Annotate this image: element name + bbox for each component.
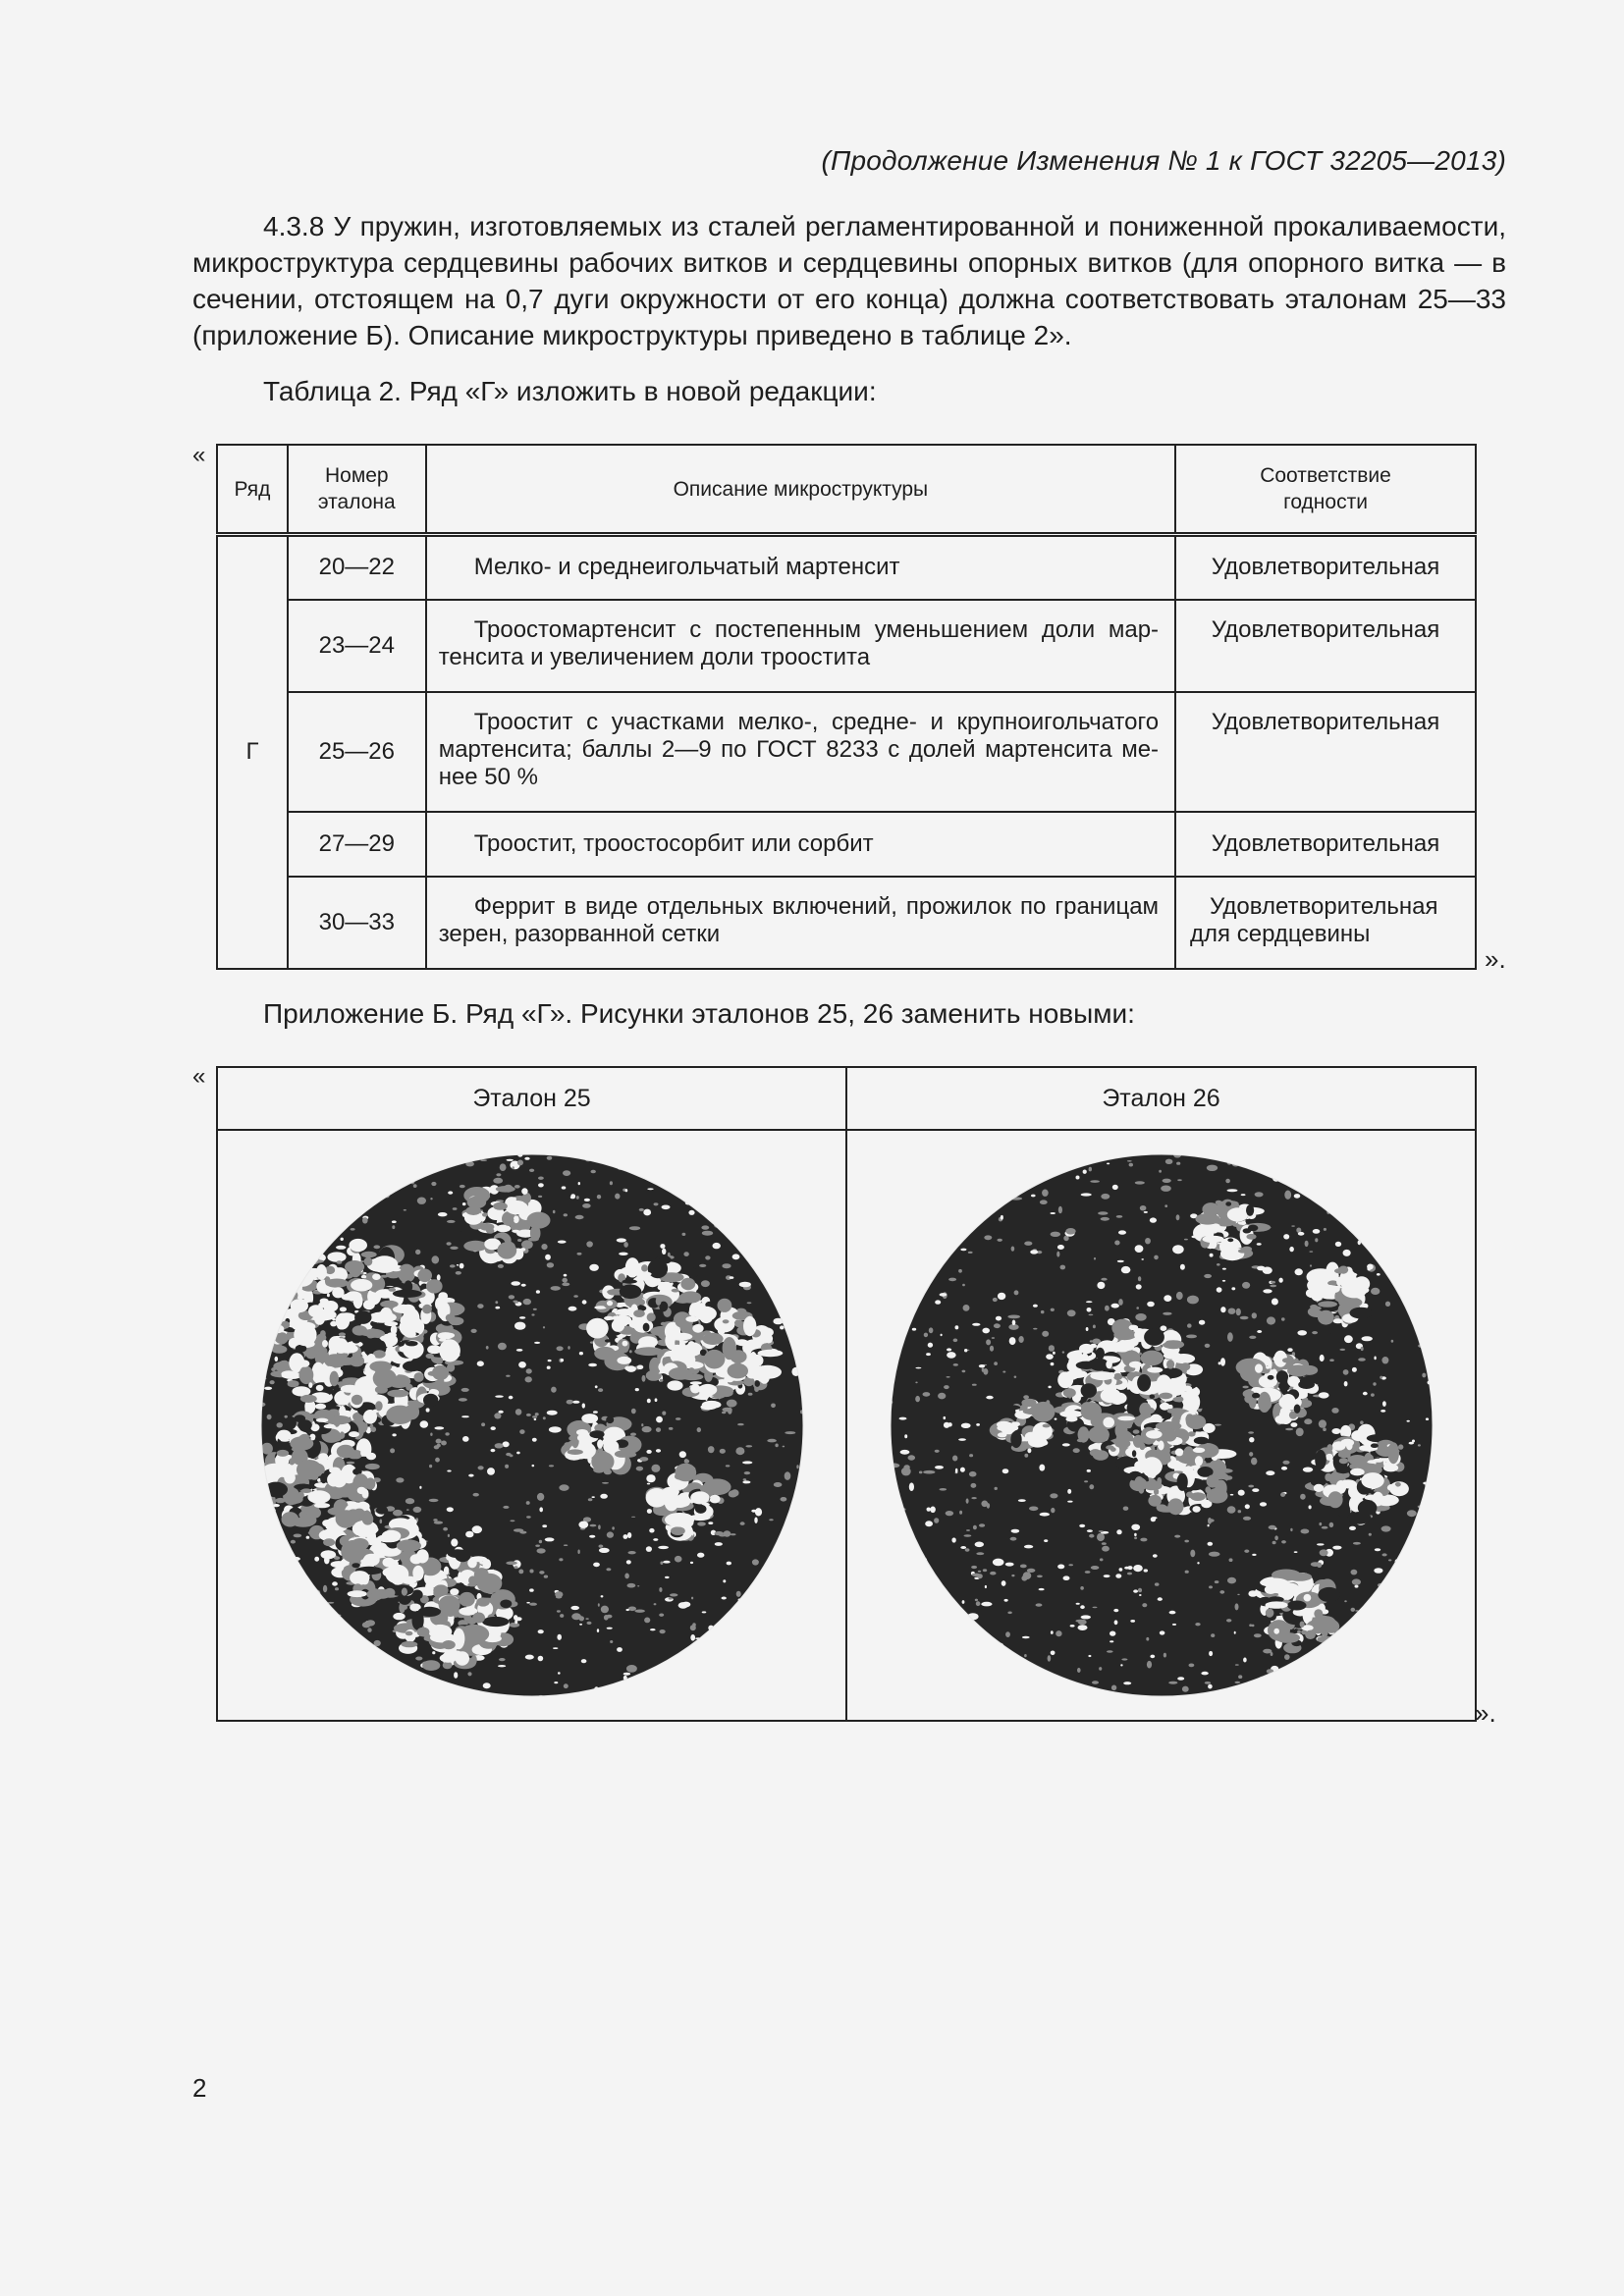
micrograph-25-image <box>257 1150 807 1700</box>
close-quote: ». <box>1485 944 1506 974</box>
appendix-intro: Приложение Б. Ряд «Г». Рисунки эталонов 25, 26 заменить новыми: <box>263 998 1135 1029</box>
description-cell <box>426 600 1175 692</box>
table-row <box>217 535 1476 600</box>
fitness-cell <box>1175 877 1476 969</box>
table-intro: Таблица 2. Ряд «Г» изложить в новой редакции: <box>263 376 877 406</box>
header-number <box>288 445 426 535</box>
figure-cell-26 <box>846 1130 1476 1721</box>
description-text: Феррит в виде отдельных включений, прожилок по границам зерен, разорванной сетки <box>438 892 1160 947</box>
description-cell <box>426 812 1175 877</box>
microstructure-table <box>216 444 1477 970</box>
amendment-header: (Продолжение Изменения № 1 к ГОСТ 32205—2013) <box>821 145 1506 176</box>
clause-line: сечении, отстоящем на 0,7 дуги окружности от его конца) должна соответствовать эталонам 25—33 <box>192 284 1506 314</box>
figures-header-row <box>217 1067 1476 1130</box>
description-cell <box>426 692 1175 812</box>
fitness-cell: Удовлетворительная <box>1175 600 1476 692</box>
page-number: 2 <box>192 2073 207 2103</box>
header-fitness-line: Соответствие <box>1260 464 1391 487</box>
fitness-cell: Удовлетворительная <box>1175 535 1476 600</box>
description-cell <box>426 535 1175 600</box>
table-row <box>217 877 1476 969</box>
description-text: Троостит, троостосорбит или сорбит <box>473 829 874 857</box>
clause-line: 4.3.8 У пружин, изготовляемых из сталей регламентированной и пониженной прокаливаемости, <box>263 211 1506 241</box>
figure-cell-25 <box>217 1130 846 1721</box>
figure-title-25: Эталон 25 <box>217 1067 846 1130</box>
fitness-text: для сердцевины <box>1190 920 1371 947</box>
table-header-row <box>217 445 1476 535</box>
figure-title-26: Эталон 26 <box>846 1067 1476 1130</box>
standards-figures-table <box>216 1066 1477 1722</box>
table-row <box>217 812 1476 877</box>
open-quote: « <box>192 1063 206 1090</box>
table-row <box>217 692 1476 812</box>
description-text: Троостомартенсит с постепенным уменьшением доли мар-тенсита и увеличением доли троостита <box>438 615 1160 670</box>
fitness-cell: Удовлетворительная <box>1175 692 1476 812</box>
standard-number: 23—24 <box>288 600 426 692</box>
standard-number: 25—26 <box>288 692 426 812</box>
micrograph-26-image <box>887 1150 1436 1700</box>
standard-number: 27—29 <box>288 812 426 877</box>
description-cell <box>426 877 1175 969</box>
clause-line: (приложение Б). Описание микроструктуры приведено в таблице 2». <box>192 320 1072 350</box>
fitness-cell: Удовлетворительная <box>1175 812 1476 877</box>
figures-image-row <box>217 1130 1476 1721</box>
standard-number: 30—33 <box>288 877 426 969</box>
header-row: Ряд <box>217 445 288 535</box>
header-number-line: эталона <box>317 491 396 513</box>
table-row <box>217 600 1476 692</box>
header-number-line: Номер <box>324 464 389 487</box>
description-text: Троостит с участками мелко-, средне- и крупноигольчатого мартенсита; баллы 2—9 по ГОСТ 8233 с долей мартенсита ме-нее 50 % <box>438 708 1160 790</box>
clause-4-3-8 <box>192 208 1506 353</box>
description-text: Мелко- и среднеигольчатый мартенсит <box>473 554 900 581</box>
header-fitness <box>1175 445 1476 535</box>
open-quote: « <box>192 442 206 468</box>
close-quote: ». <box>1475 1698 1496 1728</box>
row-letter-cell: Г <box>217 535 288 969</box>
fitness-text: Удовлетворительная <box>1210 892 1438 920</box>
micrograph-texture <box>887 1150 1436 1700</box>
header-description: Описание микроструктуры <box>426 445 1175 535</box>
clause-line: микроструктура сердцевины рабочих витков и сердцевины опорных витков (для опорного витка — в <box>192 247 1506 278</box>
standard-number: 20—22 <box>288 535 426 600</box>
header-fitness-line: годности <box>1283 491 1368 513</box>
micrograph-texture <box>257 1150 807 1700</box>
